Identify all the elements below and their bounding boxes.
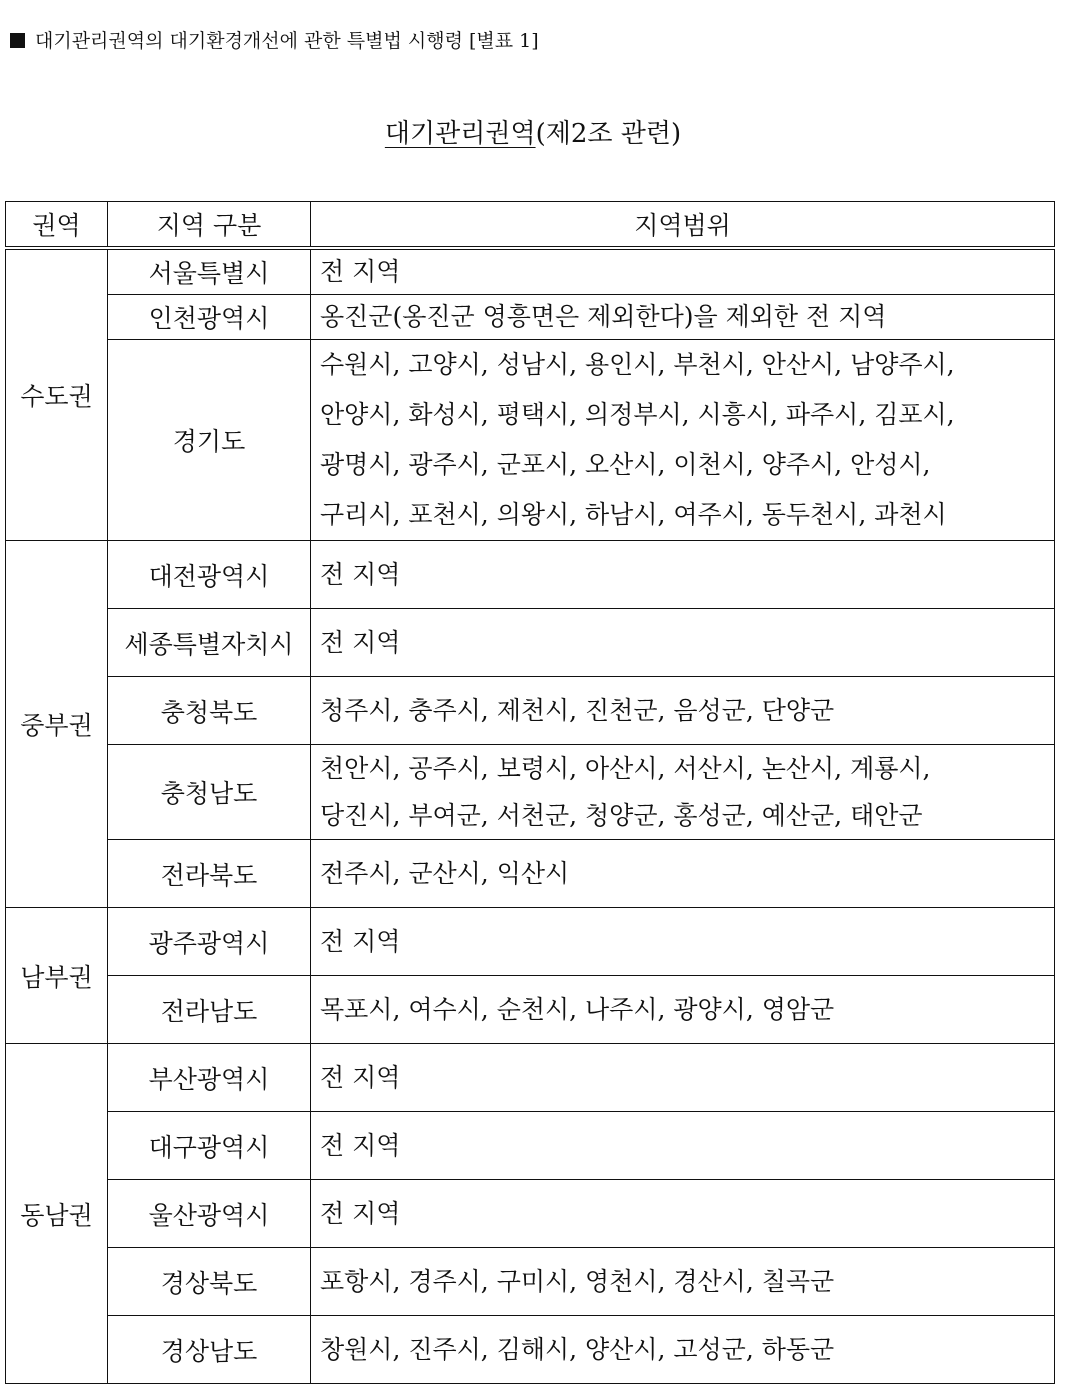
table-row xyxy=(6,677,1055,745)
scope-cell xyxy=(311,908,1055,976)
table-row xyxy=(6,609,1055,677)
scope-line: 전 지역 xyxy=(320,1062,401,1092)
scope-line: 당진시, 부여군, 서천군, 청양군, 홍성군, 예산군, 태안군 xyxy=(320,801,923,830)
area-cell: 전라북도 xyxy=(108,840,311,908)
scope-line: 창원시, 진주시, 김해시, 양산시, 고성군, 하동군 xyxy=(320,1334,835,1364)
scope-line: 천안시, 공주시, 보령시, 아산시, 서산시, 논산시, 계룡시, xyxy=(320,754,931,783)
table-header-row xyxy=(6,202,1055,249)
area-cell: 경기도 xyxy=(108,340,311,541)
area-cell: 세종특별자치시 xyxy=(108,609,311,677)
area-cell: 광주광역시 xyxy=(108,908,311,976)
scope-cell xyxy=(311,1248,1055,1316)
scope-line: 전 지역 xyxy=(320,926,401,956)
table-row xyxy=(6,541,1055,609)
scope-cell xyxy=(311,295,1055,340)
scope-line: 전 지역 xyxy=(320,559,401,589)
scope-line: 청주시, 충주시, 제천시, 진천군, 음성군, 단양군 xyxy=(320,695,835,725)
table-row xyxy=(6,1044,1055,1112)
zone-cell: 중부권 xyxy=(6,541,108,908)
scope-cell xyxy=(311,609,1055,677)
zone-cell: 동남권 xyxy=(6,1044,108,1384)
scope-line: 옹진군(옹진군 영흥면은 제외한다)을 제외한 전 지역 xyxy=(320,302,887,331)
scope-cell xyxy=(311,677,1055,745)
area-cell: 경상북도 xyxy=(108,1248,311,1316)
zone-cell: 수도권 xyxy=(6,248,108,541)
column-header-scope: 지역범위 xyxy=(311,202,1055,249)
area-cell: 울산광역시 xyxy=(108,1180,311,1248)
scope-line: 포항시, 경주시, 구미시, 영천시, 경산시, 칠곡군 xyxy=(320,1266,835,1296)
area-cell: 대전광역시 xyxy=(108,541,311,609)
scope-cell xyxy=(311,745,1055,840)
scope-line: 전 지역 xyxy=(320,257,401,286)
table-row xyxy=(6,1248,1055,1316)
title-suffix: (제2조 관련) xyxy=(535,119,682,149)
area-cell: 충청남도 xyxy=(108,745,311,840)
page-title xyxy=(0,113,1066,150)
title-main: 대기관리권역 xyxy=(384,119,536,149)
table-row xyxy=(6,745,1055,840)
area-cell: 부산광역시 xyxy=(108,1044,311,1112)
scope-line: 수원시, 고양시, 성남시, 용인시, 부천시, 안산시, 남양주시, xyxy=(320,350,955,379)
scope-line: 전 지역 xyxy=(320,1130,401,1160)
scope-cell xyxy=(311,976,1055,1044)
header-text: 대기관리권역의 대기환경개선에 관한 특별법 시행령 [별표 1] xyxy=(35,30,539,52)
area-cell: 대구광역시 xyxy=(108,1112,311,1180)
scope-cell xyxy=(311,248,1055,295)
scope-line: 구리시, 포천시, 의왕시, 하남시, 여주시, 동두천시, 과천시 xyxy=(320,500,947,529)
scope-line: 목포시, 여수시, 순천시, 나주시, 광양시, 영암군 xyxy=(320,994,835,1024)
scope-cell xyxy=(311,1044,1055,1112)
area-cell: 경상남도 xyxy=(108,1316,311,1384)
scope-line: 안양시, 화성시, 평택시, 의정부시, 시흥시, 파주시, 김포시, xyxy=(320,400,955,429)
scope-cell xyxy=(311,1316,1055,1384)
scope-line: 전 지역 xyxy=(320,1198,401,1228)
column-header-zone: 권역 xyxy=(6,202,108,249)
scope-cell xyxy=(311,340,1055,541)
zone-cell: 남부권 xyxy=(6,908,108,1044)
area-cell: 충청북도 xyxy=(108,677,311,745)
area-cell: 서울특별시 xyxy=(108,248,311,295)
black-square-icon xyxy=(10,33,25,48)
table-row xyxy=(6,1316,1055,1384)
scope-cell xyxy=(311,840,1055,908)
table-row xyxy=(6,1180,1055,1248)
table-row xyxy=(6,295,1055,340)
scope-cell xyxy=(311,541,1055,609)
column-header-area: 지역 구분 xyxy=(108,202,311,249)
scope-line: 전주시, 군산시, 익산시 xyxy=(320,858,570,888)
document-header xyxy=(10,26,539,53)
region-table xyxy=(5,201,1055,1384)
scope-cell xyxy=(311,1112,1055,1180)
table-row xyxy=(6,976,1055,1044)
area-cell: 전라남도 xyxy=(108,976,311,1044)
scope-cell xyxy=(311,1180,1055,1248)
area-cell: 인천광역시 xyxy=(108,295,311,340)
scope-line: 전 지역 xyxy=(320,627,401,657)
table-row xyxy=(6,1112,1055,1180)
table-row xyxy=(6,340,1055,541)
table-row xyxy=(6,840,1055,908)
table-row xyxy=(6,248,1055,295)
table-row xyxy=(6,908,1055,976)
scope-line: 광명시, 광주시, 군포시, 오산시, 이천시, 양주시, 안성시, xyxy=(320,450,931,479)
